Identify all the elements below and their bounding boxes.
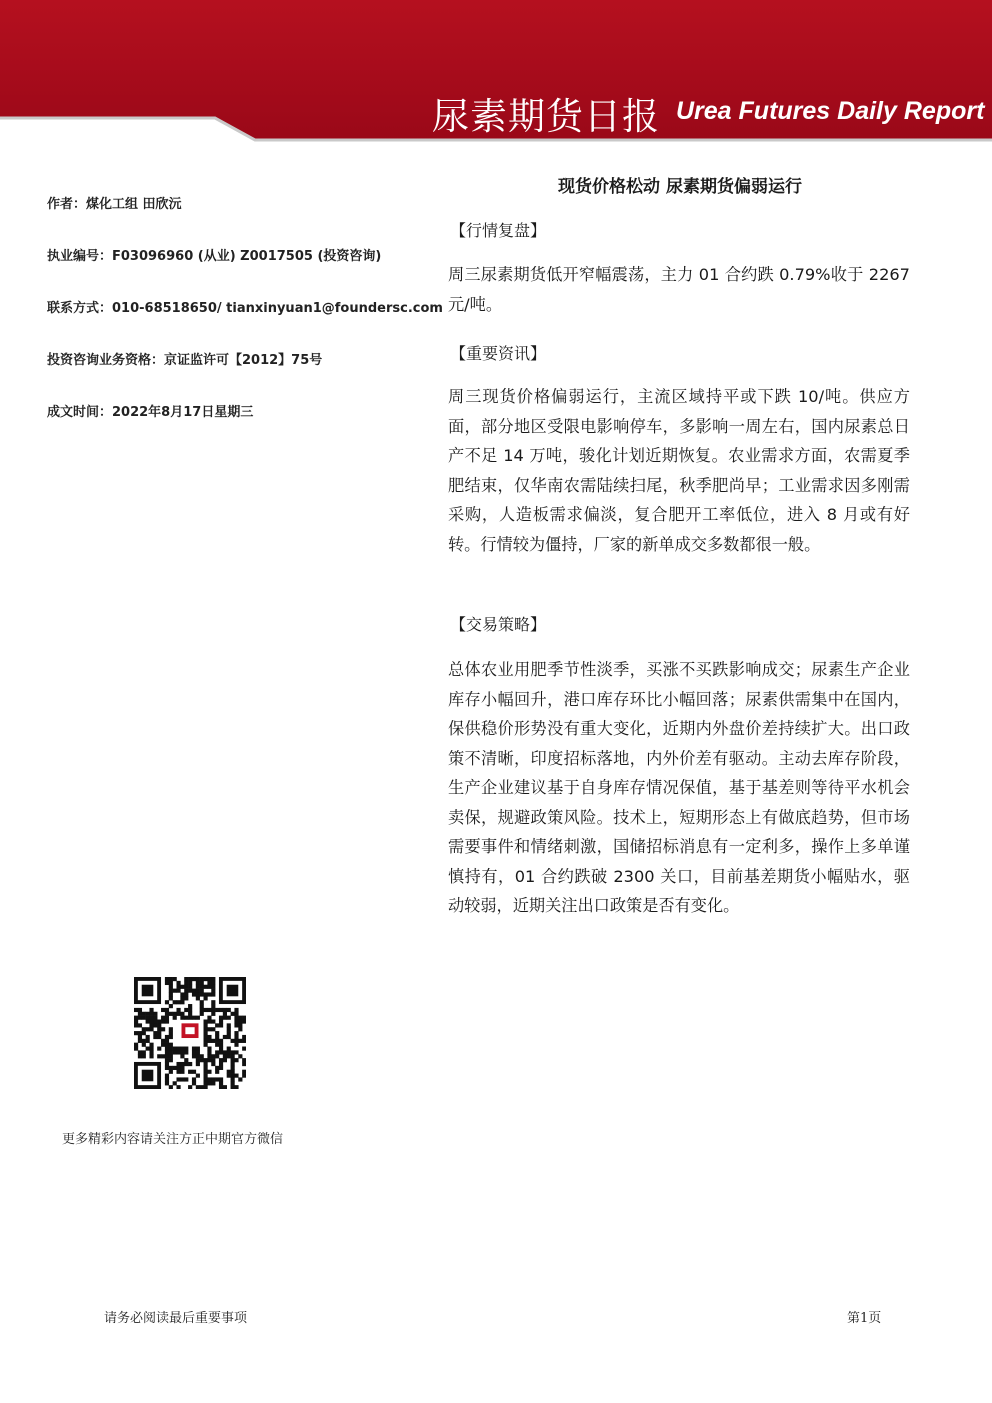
author-line: 作者：煤化工组 田欣沅 <box>47 197 182 212</box>
section-body-key-news: 周三现货价格偏弱运行，主流区域持平或下跌 10/吨。供应方面，部分地区受限电影响停车，多影响一周左右，国内尿素总日产不足 14 万吨，骏化计划近期恢复。农业需求方面，农需夏季肥结束，仅华南农需陆续扫尾，秋季肥尚早；工业需求因多刚需采购，人造板需求偏淡，复合肥开工率低位，进入 8 月或有好转。行情较为僵持，厂家的新单成交多数都很一般。 <box>448 387 910 554</box>
section-body-market-review: 周三尿素期货低开窄幅震荡，主力 01 合约跌 0.79%收于 2267 元/吨。 <box>448 265 910 314</box>
section-body-trading-strategy: 总体农业用肥季节性淡季，买涨不买跌影响成交；尿素生产企业库存小幅回升，港口库存环比小幅回落；尿素供需集中在国内，保供稳价形势没有重大变化，近期内外盘价差持续扩大。出口政策不清晰，印度招标落地，内外价差有驱动。主动去库存阶段，生产企业建议基于自身库存情况保值，基于基差则等待平水机会卖保，规避政策风险。技术上，短期形态上有做底趋势，但市场需要事件和情绪刺激，国储招标消息有一定利多，操作上多单谨慎持有，01 合约跌破 2300 关口，目前基差期货小幅贴水，驱动较弱，近期关注出口政策是否有变化。 <box>448 660 910 915</box>
section-heading-trading-strategy: 【交易策略】 <box>450 615 547 634</box>
article-title: 现货价格松动 尿素期货偏弱运行 <box>558 177 802 197</box>
footer-notice: 请务必阅读最后重要事项 <box>104 1311 248 1326</box>
section-heading-market-review: 【行情复盘】 <box>450 221 547 240</box>
qr-caption: 更多精彩内容请关注方正中期官方微信 <box>62 1132 284 1147</box>
date-line: 成文时间：2022年8月17日星期三 <box>47 405 254 420</box>
report-title-cn: 尿素期货日报 <box>432 95 660 138</box>
license-number-line: 执业编号：F03096960 (从业) Z0017505 (投资咨询) <box>47 249 382 264</box>
qualification-line: 投资咨询业务资格：京证监许可【2012】75号 <box>47 353 323 368</box>
page-number: 第1页 <box>847 1311 882 1326</box>
qr-code-icon <box>134 977 246 1089</box>
section-heading-key-news: 【重要资讯】 <box>450 344 547 363</box>
report-title-en: Urea Futures Daily Report <box>676 97 985 125</box>
report-header <box>0 0 992 150</box>
contact-line: 联系方式：010-68518650/ tianxinyuan1@foundersc.com <box>47 301 443 316</box>
